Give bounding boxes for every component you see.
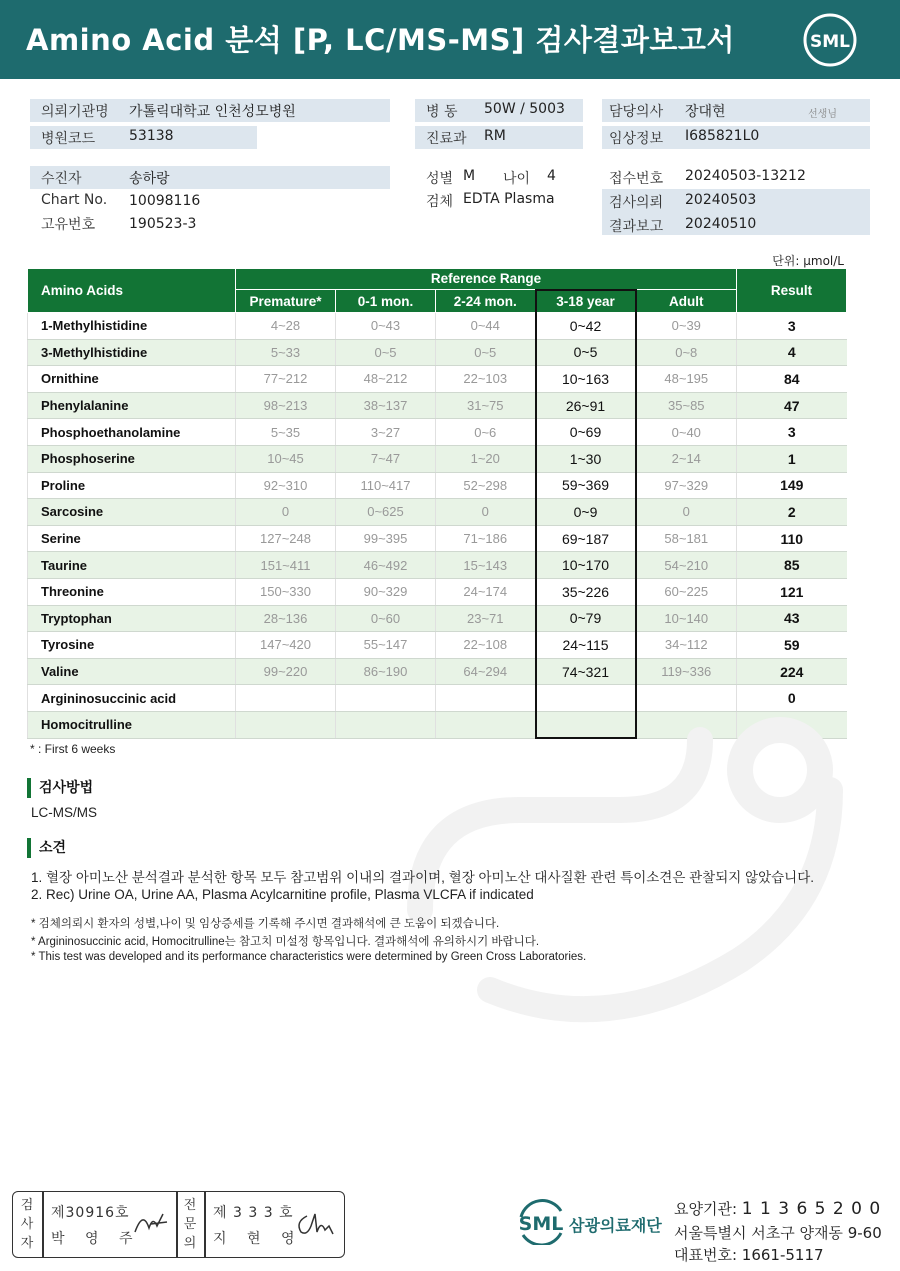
specialist-caption: 전 문 의 [183,1198,197,1251]
watermark-icon [360,660,880,1060]
reference-range-cell: 0~8 [636,339,737,366]
reference-range-cell: 0~6 [436,419,536,446]
col-premature: Premature* [236,290,336,313]
col-2-24-mon: 2-24 mon. [436,290,536,313]
reference-range-cell: 71~186 [436,525,536,552]
reference-range-cell [236,711,336,738]
reference-range-cell: 0~9 [536,499,636,526]
reference-range-cell: 69~187 [536,525,636,552]
table-row [28,445,847,472]
result-cell: 47 [737,392,847,419]
table-row [28,499,847,526]
patient-value: 송하랑 [129,171,170,187]
reference-range-cell: 22~103 [436,366,536,393]
reference-range-cell: 38~137 [336,392,436,419]
reference-range-cell: 55~147 [336,632,436,659]
reference-range-cell: 64~294 [436,658,536,685]
reference-range-cell: 119~336 [636,658,737,685]
doctor-value: 장대현 [685,104,726,120]
result-cell: 4 [737,339,847,366]
footer-code: 요양기관: 1 1 3 6 5 2 0 0 [674,1199,882,1219]
amino-acid-name: Ornithine [28,366,236,393]
reference-range-cell: 28~136 [236,605,336,632]
request-label: 검사의뢰 [609,195,664,211]
reference-range-cell: 0~69 [536,419,636,446]
tester-caption: 검 사 자 [20,1198,34,1251]
col-0-1-mon: 0-1 mon. [336,290,436,313]
reference-range-cell: 127~248 [236,525,336,552]
reference-range-cell: 0~40 [636,419,737,446]
result-cell: 149 [737,472,847,499]
reference-range-cell: 74~321 [536,658,636,685]
footer-address: 서울특별시 서초구 양재동 9-60 [674,1224,882,1242]
dept-label: 진료과 [426,131,467,147]
result-cell: 3 [737,313,847,340]
result-cell: 0 [737,685,847,712]
col-reference-range: Reference Range [236,269,737,290]
reference-range-cell: 59~369 [536,472,636,499]
col-3-18-year: 3-18 year [536,290,636,313]
opinion-title: 소견 [27,838,66,858]
tester-signature-icon [131,1206,173,1240]
amino-acid-name: Phenylalanine [28,392,236,419]
dept-value: RM [484,128,506,144]
result-cell: 121 [737,578,847,605]
amino-acid-name: 1-Methylhistidine [28,313,236,340]
opinion-line-2: 2. Rec) Urine OA, Urine AA, Plasma Acylcarnitine profile, Plasma VLCFA if indicated [31,887,534,902]
reference-range-cell: 4~28 [236,313,336,340]
report-title: Amino Acid 분석 [P, LC/MS-MS] 검사결과보고서 [26,23,735,57]
amino-acid-name: Argininosuccinic acid [28,685,236,712]
note-1: * 검체의뢰시 환자의 성별,나이 및 임상증세를 기록해 주시면 결과해석에 큰 도움이 되겠습니다. [31,918,500,930]
unit-label: 단위: μmol/L [772,254,844,268]
reference-range-cell: 1~20 [436,445,536,472]
reference-range-cell: 5~35 [236,419,336,446]
hospital-label: 의뢰기관명 [41,104,109,120]
table-row [28,578,847,605]
ward-value: 50W / 5003 [484,101,565,117]
reference-range-cell: 0~5 [536,339,636,366]
reference-range-cell: 10~163 [536,366,636,393]
reference-range-cell: 98~213 [236,392,336,419]
reference-range-cell: 35~226 [536,578,636,605]
reference-range-cell: 0~625 [336,499,436,526]
reference-range-cell: 10~140 [636,605,737,632]
reference-range-cell: 0~5 [336,339,436,366]
uid-value: 190523-3 [129,216,197,232]
table-row [28,605,847,632]
amino-acid-name: Homocitrulline [28,711,236,738]
opinion-line-1: 1. 혈장 아미노산 분석결과 분석한 항목 모두 참고범위 이내의 결과이며, 혈장 아미노산 대사질환 관련 특이소견은 관찰되지 않았습니다. [31,870,814,885]
method-text: LC-MS/MS [31,805,98,820]
reference-range-cell: 10~45 [236,445,336,472]
tester-name: 박 영 주 [51,1231,141,1247]
reference-range-cell: 24~174 [436,578,536,605]
reference-range-cell: 0~39 [636,313,737,340]
reference-range-cell: 92~310 [236,472,336,499]
reference-range-cell: 110~417 [336,472,436,499]
clinical-label: 임상정보 [609,131,664,147]
reference-range-cell: 7~47 [336,445,436,472]
reference-range-cell: 35~85 [636,392,737,419]
result-cell: 2 [737,499,847,526]
sml-logo-icon [802,12,858,68]
reference-range-cell: 151~411 [236,552,336,579]
col-adult: Adult [636,290,737,313]
result-cell: 0 [737,711,847,738]
amino-acid-name: Tryptophan [28,605,236,632]
uid-label: 고유번호 [41,217,96,233]
reference-range-cell: 22~108 [436,632,536,659]
amino-acid-name: 3-Methylhistidine [28,339,236,366]
reference-range-cell: 0 [636,499,737,526]
specimen-value: EDTA Plasma [463,191,555,207]
specialist-number: 제 3 3 3 호 [213,1205,294,1221]
table-row [28,632,847,659]
chart-label: Chart No. [41,192,108,208]
amino-acid-name: Sarcosine [28,499,236,526]
reference-range-cell: 90~329 [336,578,436,605]
col-amino-acids: Amino Acids [28,269,236,313]
hospital-value: 가톨릭대학교 인천성모병원 [129,104,296,120]
hospcode-value: 53138 [129,128,174,144]
reference-range-cell: 99~220 [236,658,336,685]
reference-range-cell: 48~195 [636,366,737,393]
receipt-value: 20240503-13212 [685,168,806,184]
note-2: * Argininosuccinic acid, Homocitrulline는 참고치 미설정 항목입니다. 결과해석에 유의하시기 바랍니다. [31,936,540,948]
amino-acid-name: Proline [28,472,236,499]
ward-label: 병 동 [426,104,458,120]
table-row [28,339,847,366]
reference-range-cell: 54~210 [636,552,737,579]
request-value: 20240503 [685,192,757,208]
age-label: 나이 [503,171,531,187]
amino-acid-name: Threonine [28,578,236,605]
result-cell: 3 [737,419,847,446]
reference-range-cell: 10~170 [536,552,636,579]
table-row [28,525,847,552]
sex-value: M [463,168,476,184]
age-value: 4 [547,168,556,184]
table-row [28,419,847,446]
hospcode-label: 병원코드 [41,131,96,147]
chart-value: 10098116 [129,193,201,209]
col-result: Result [737,269,847,313]
clinical-value: I685821L0 [685,128,760,144]
reference-range-cell: 0~60 [336,605,436,632]
table-row [28,552,847,579]
specialist-signature-icon [293,1206,339,1240]
svg-text:SML: SML [518,1213,564,1235]
reference-range-cell: 150~330 [236,578,336,605]
table-footnote: * : First 6 weeks [30,742,116,756]
tester-number: 제30916호 [51,1205,130,1221]
table-row [28,366,847,393]
reference-range-cell: 0 [436,499,536,526]
note-3: * This test was developed and its performance characteristics were determined by Green Cross Laboratories. [31,951,587,963]
result-cell: 84 [737,366,847,393]
reference-range-cell: 48~212 [336,366,436,393]
svg-text:SML: SML [810,32,850,52]
result-cell: 224 [737,658,847,685]
org-name: 삼광의료재단 [569,1216,662,1235]
doctor-suffix: 선생님 [808,109,837,120]
result-cell: 59 [737,632,847,659]
footer-logo [511,1199,662,1249]
reference-range-cell: 1~30 [536,445,636,472]
report-date-label: 결과보고 [609,219,664,235]
reference-range-cell: 60~225 [636,578,737,605]
reference-range-cell: 0~43 [336,313,436,340]
table-row [28,472,847,499]
result-cell: 85 [737,552,847,579]
amino-acid-name: Phosphoserine [28,445,236,472]
result-cell: 110 [737,525,847,552]
specialist-name: 지 현 영 [213,1231,303,1247]
reference-range-cell: 86~190 [336,658,436,685]
table-row [28,313,847,340]
reference-range-cell: 24~115 [536,632,636,659]
method-title: 검사방법 [27,778,93,798]
reference-range-cell: 58~181 [636,525,737,552]
amino-acid-name: Phosphoethanolamine [28,419,236,446]
result-cell: 1 [737,445,847,472]
reference-range-cell: 147~420 [236,632,336,659]
reference-range-cell: 0~44 [436,313,536,340]
specimen-label: 검체 [426,194,454,210]
report-header [0,0,900,79]
amino-acid-name: Valine [28,658,236,685]
doctor-label: 담당의사 [609,104,664,120]
reference-range-cell: 5~33 [236,339,336,366]
sex-label: 성별 [426,171,454,187]
amino-acid-name: Serine [28,525,236,552]
patient-label: 수진자 [41,171,82,187]
reference-range-cell: 0~5 [436,339,536,366]
result-cell: 43 [737,605,847,632]
reference-range-cell: 99~395 [336,525,436,552]
signature-box [12,1191,345,1258]
report-date-value: 20240510 [685,216,757,232]
footer-phone: 대표번호: 1661-5117 [674,1246,824,1264]
reference-range-cell: 0~79 [536,605,636,632]
reference-range-cell: 15~143 [436,552,536,579]
amino-acid-name: Taurine [28,552,236,579]
reference-range-cell: 23~71 [436,605,536,632]
reference-range-cell: 46~492 [336,552,436,579]
reference-range-cell: 31~75 [436,392,536,419]
reference-range-cell: 26~91 [536,392,636,419]
reference-range-cell: 0 [236,499,336,526]
reference-range-cell: 3~27 [336,419,436,446]
reference-range-cell: 34~112 [636,632,737,659]
reference-range-cell: 97~329 [636,472,737,499]
receipt-label: 접수번호 [609,171,664,187]
table-row [28,392,847,419]
reference-range-cell: 0~42 [536,313,636,340]
amino-acid-name: Tyrosine [28,632,236,659]
sml-footer-logo-icon [511,1199,571,1245]
reference-range-cell: 77~212 [236,366,336,393]
reference-range-cell [236,685,336,712]
reference-range-cell: 52~298 [436,472,536,499]
reference-range-cell: 2~14 [636,445,737,472]
